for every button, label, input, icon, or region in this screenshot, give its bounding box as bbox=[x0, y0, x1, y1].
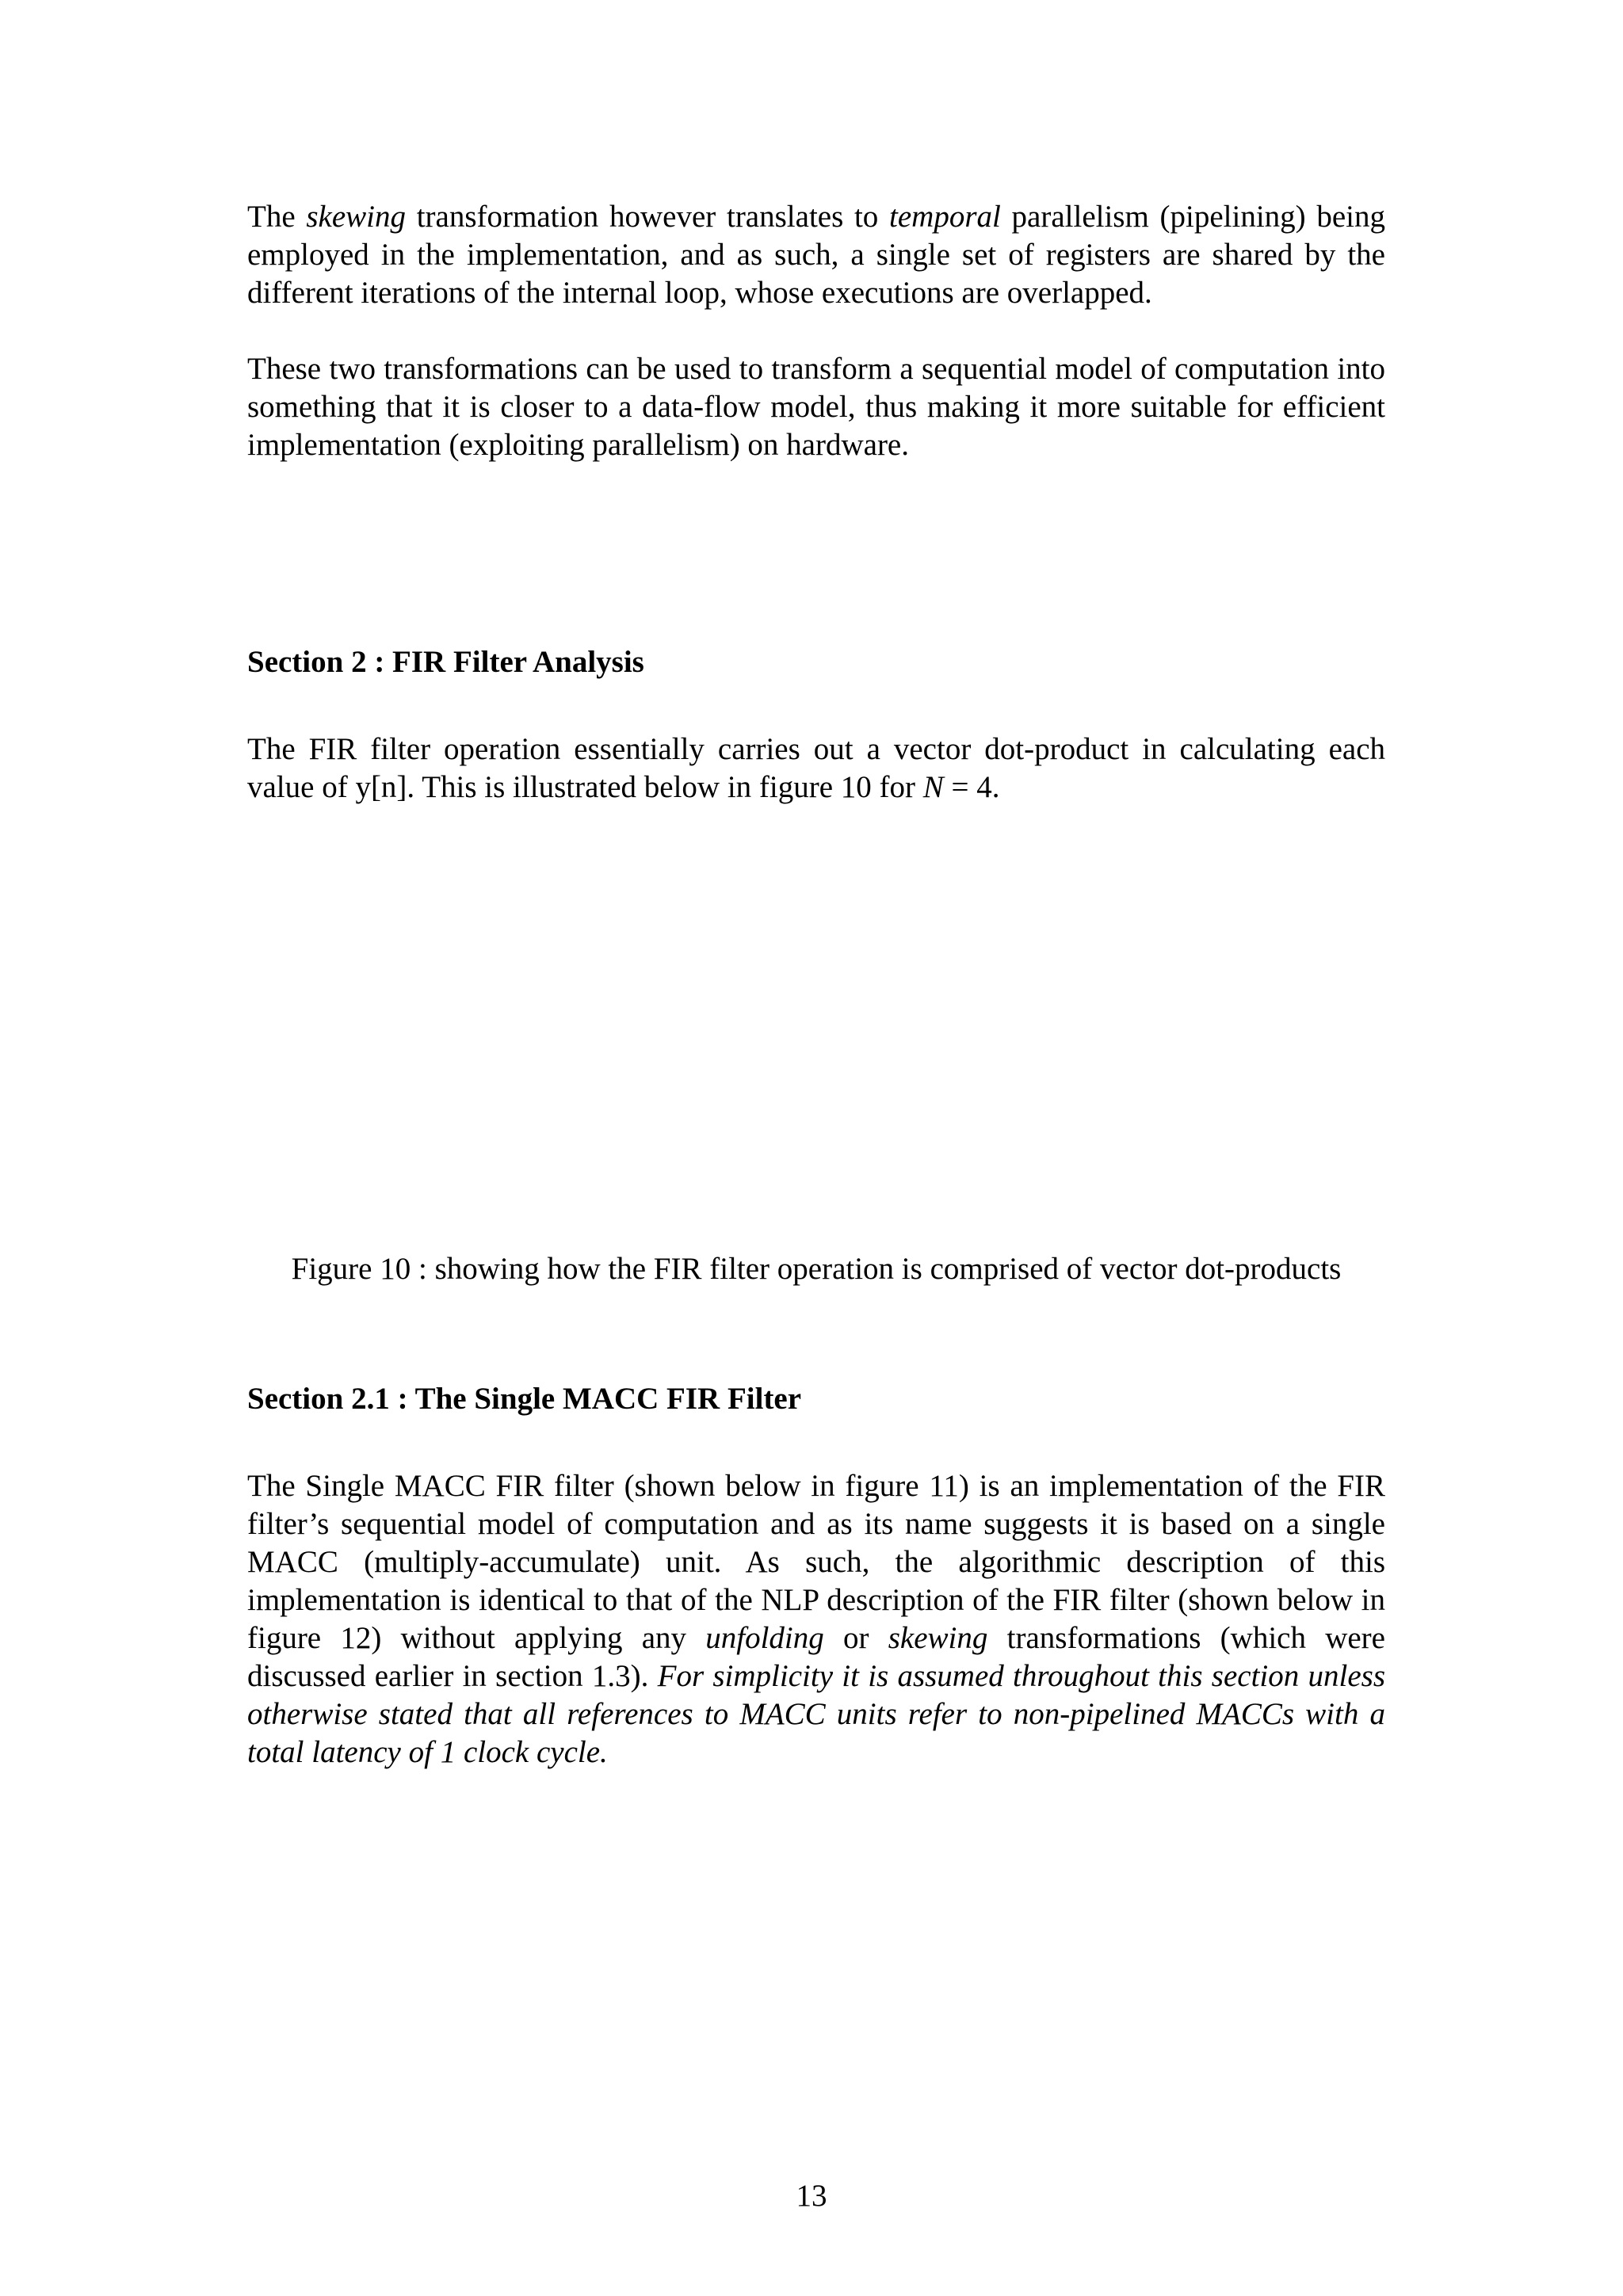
emphasis-assumption: For simplicity it is assumed throughout this section unless otherwise stated that all references to MACC units refer to non-pipelined MACCs with a total latency of 1 clock cycle. bbox=[247, 1659, 1386, 1769]
section-2-1-heading: Section 2.1 : The Single MACC FIR Filter bbox=[247, 1382, 802, 1416]
paragraph-fir-dot-product bbox=[247, 730, 1385, 807]
text-run: The Single MACC FIR filter (shown below in figure 11) is an implementation of the FIR filter’s sequential model of computation and as its name suggests it is based on a single MACC (multiply-accumulate) unit. As such, the algorithmic description of this implementation is identical to that of the NLP description of the FIR filter (shown below in figure 12) without applying any bbox=[247, 1469, 1385, 1655]
text-run: transformations (which were discussed earlier in section 1.3). bbox=[247, 1621, 1385, 1693]
text-run: The bbox=[247, 200, 307, 234]
paragraph-transformations: These two transformations can be used to transform a sequential model of computation into something that it is closer to a data-flow model, thus making it more suitable for efficient implementation (exploiting parallelism) on hardware. bbox=[247, 352, 1385, 462]
text-run: transformation however translates to bbox=[406, 200, 890, 234]
figure-10-area bbox=[247, 824, 1385, 1236]
emphasis-temporal: temporal bbox=[889, 200, 1001, 234]
paragraph-single-macc bbox=[247, 1467, 1385, 1772]
page-number: 13 bbox=[796, 2179, 827, 2213]
text-run: or bbox=[823, 1621, 888, 1655]
emphasis-skewing: skewing bbox=[888, 1621, 988, 1655]
emphasis-skewing: skewing bbox=[306, 200, 406, 234]
text-run: = 4. bbox=[943, 770, 1000, 804]
emphasis-unfolding: unfolding bbox=[705, 1621, 824, 1655]
figure-10-caption: Figure 10 : showing how the FIR filter operation is comprised of vector dot-products bbox=[291, 1252, 1342, 1286]
section-2-heading: Section 2 : FIR Filter Analysis bbox=[247, 645, 644, 679]
text-run: parallelism (pipelining) being employed in the implementation, and as such, a single set of registers are shared by the different iterations of the internal loop, whose executions are overlapped. bbox=[247, 200, 1385, 310]
text-run: The FIR filter operation essentially carries out a vector dot-product in calculating each value of y[n]. This is illustrated below in figure 10 for bbox=[247, 732, 1385, 804]
paragraph-skewing bbox=[247, 198, 1385, 312]
emphasis-n: N bbox=[922, 770, 944, 804]
